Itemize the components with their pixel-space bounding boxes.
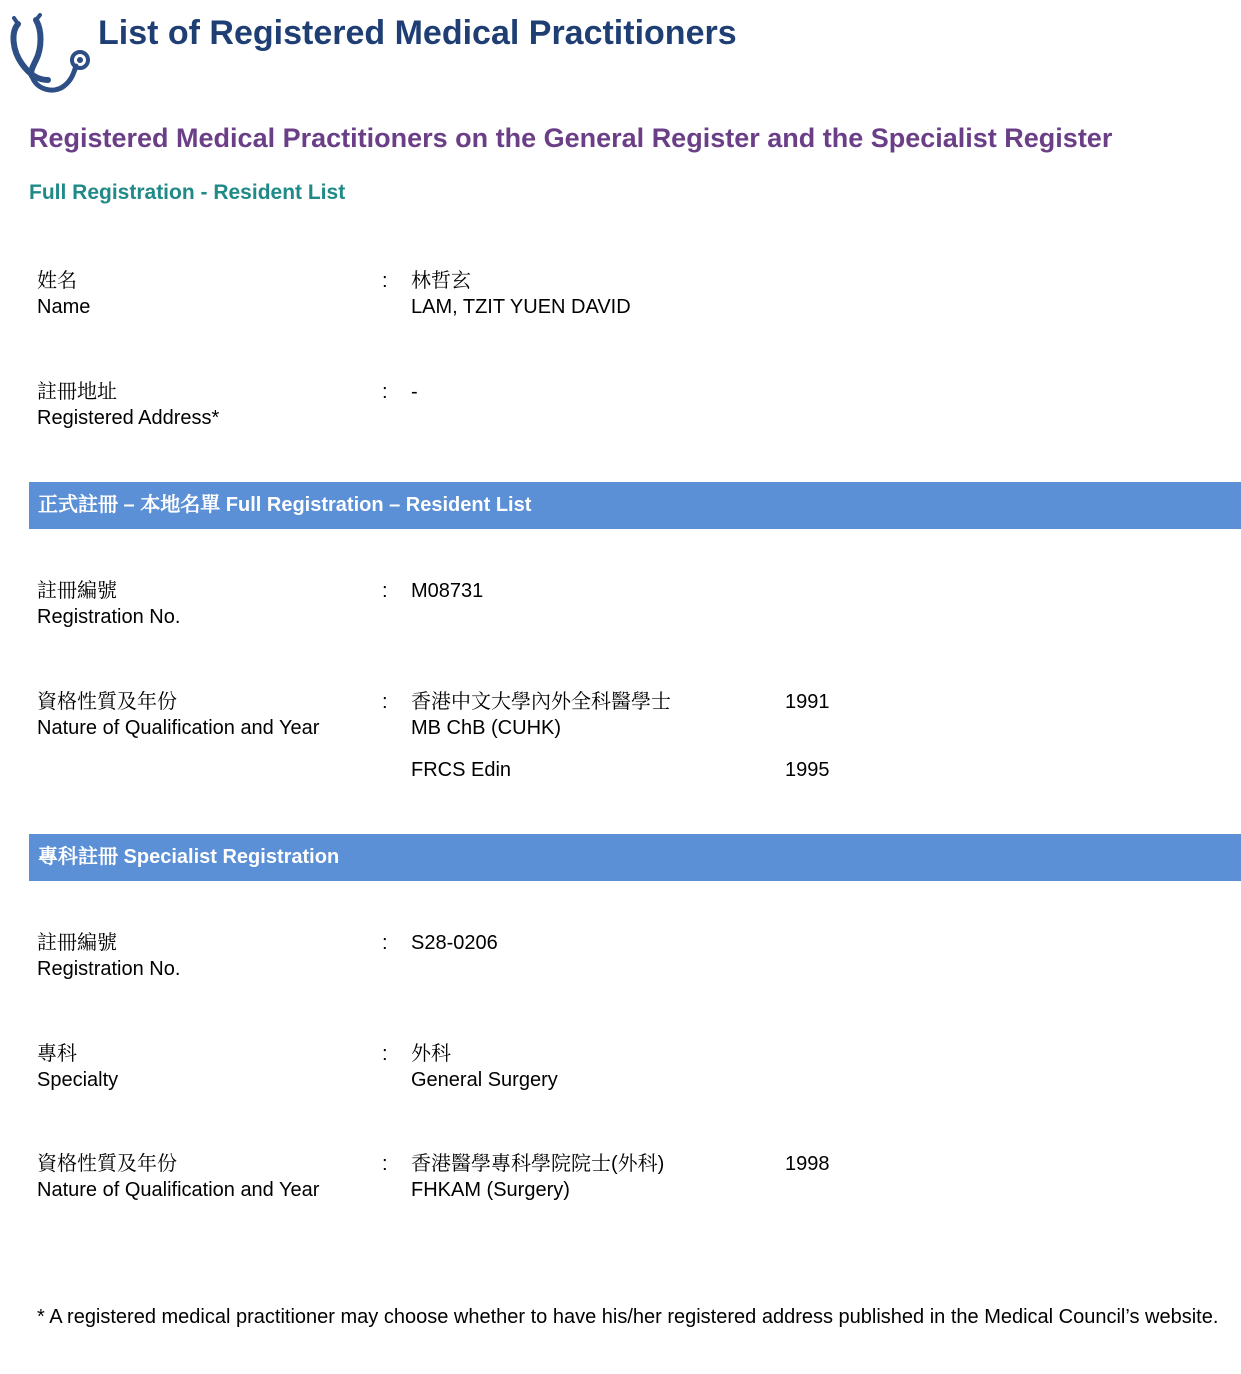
qualification-name-en: MB ChB (CUHK) [411,717,562,739]
qualification-label-en: Nature of Qualification and Year [37,717,320,739]
colon: : [382,580,388,602]
specialty-value-zh: 外科 [411,1043,451,1065]
address-value: - [411,381,418,403]
registration-no-value: M08731 [411,580,484,602]
colon: : [382,932,388,954]
qualification-label-zh: 資格性質及年份 [37,691,177,713]
address-label-en: Registered Address* [37,407,220,429]
list-type-heading: Full Registration - Resident List [29,181,346,204]
specialist-qualification-label [37,1151,377,1203]
qualification-label [37,689,377,741]
specialty-label-en: Specialty [37,1069,119,1091]
section-header-specialist-registration: 專科註冊 Specialist Registration [29,834,1241,881]
name-label-en: Name [37,296,91,318]
stethoscope-icon [8,12,94,96]
qualification-item [411,757,511,783]
name-label [37,268,377,320]
page-subtitle: Registered Medical Practitioners on the General Register and the Specialist Register [29,123,1113,153]
name-value [411,268,631,320]
specialty-label [37,1041,377,1093]
specialist-qualification-item [411,1151,664,1203]
registration-no-label-zh: 註冊編號 [37,580,117,602]
colon: : [382,691,388,713]
specialist-registration-no-label [37,930,377,982]
specialist-registration-no-label-en: Registration No. [37,958,181,980]
page-title: List of Registered Medical Practitioners [98,14,737,52]
qualification-year: 1991 [785,691,830,713]
registration-no-label [37,578,377,630]
qualification-name-zh: 香港中文大學內外全科醫學士 [411,691,671,713]
specialty-value [411,1041,558,1093]
colon: : [382,270,388,292]
section-header-full-registration: 正式註冊 – 本地名單 Full Registration – Resident List [29,482,1241,529]
address-footnote: * A registered medical practitioner may choose whether to have his/her registered address published in the Medical Council’s website. [37,1306,1219,1328]
address-label [37,379,377,431]
name-value-zh: 林哲玄 [411,270,471,292]
specialist-qualification-name-en: FHKAM (Surgery) [411,1179,570,1201]
name-label-zh: 姓名 [37,270,77,292]
address-label-zh: 註冊地址 [37,381,117,403]
name-value-en: LAM, TZIT YUEN DAVID [411,296,631,318]
colon: : [382,1153,388,1175]
colon: : [382,381,388,403]
specialist-qualification-name-zh: 香港醫學專科學院院士(外科) [411,1153,665,1175]
qualification-item [411,689,671,741]
registration-no-label-en: Registration No. [37,606,181,628]
specialist-qualification-label-zh: 資格性質及年份 [37,1153,177,1175]
specialist-registration-no-label-zh: 註冊編號 [37,932,117,954]
specialist-qualification-year: 1998 [785,1153,830,1175]
qualification-name-en: FRCS Edin [411,759,512,781]
specialist-registration-no-value: S28-0206 [411,932,498,954]
specialist-qualification-label-en: Nature of Qualification and Year [37,1179,320,1201]
specialty-label-zh: 專科 [37,1043,77,1065]
qualification-year: 1995 [785,759,830,781]
specialty-value-en: General Surgery [411,1069,558,1091]
colon: : [382,1043,388,1065]
